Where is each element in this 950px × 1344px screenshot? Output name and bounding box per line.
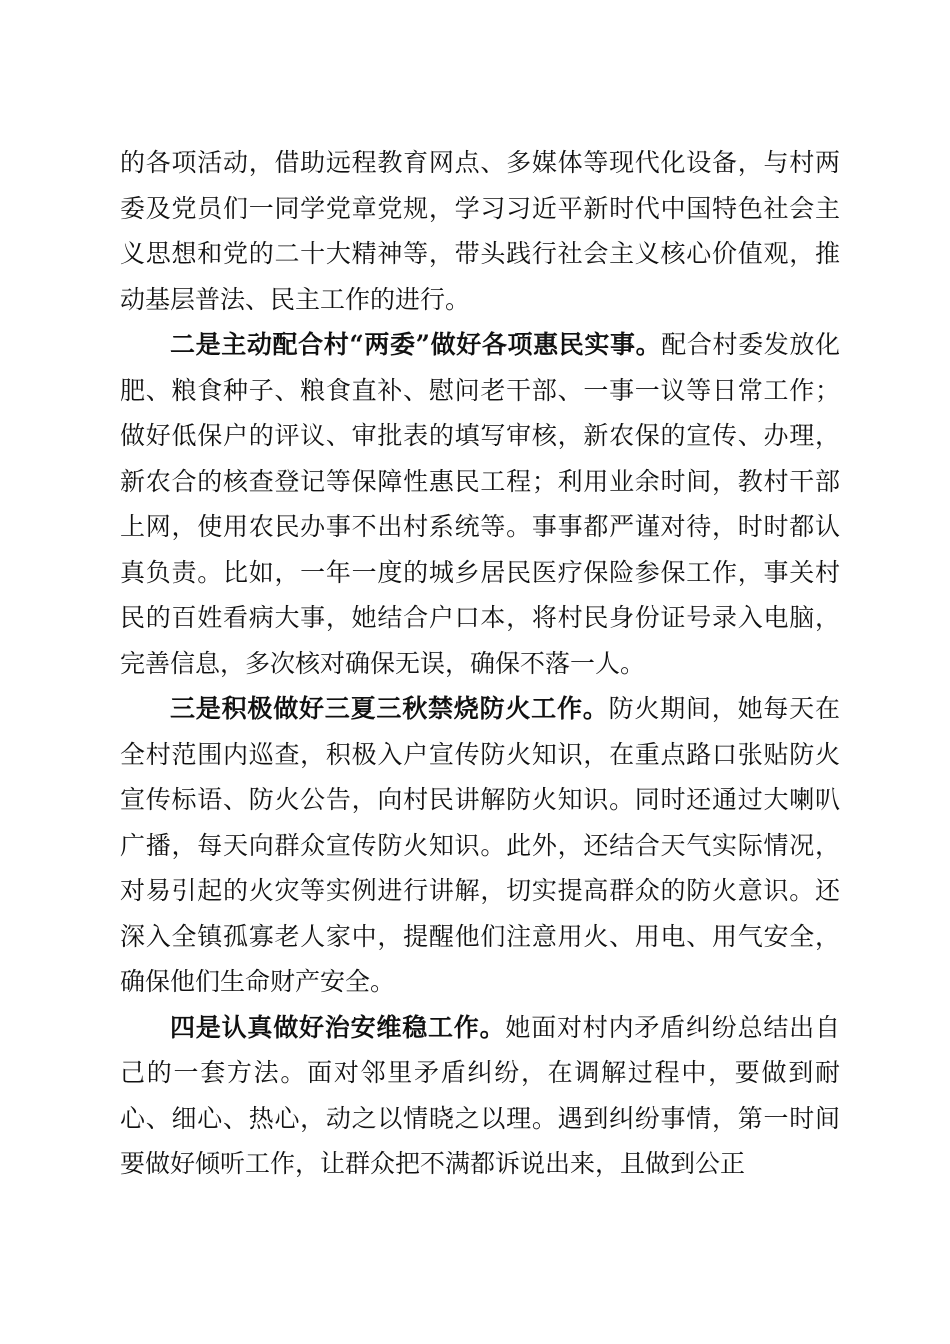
paragraph-activities-continued [120,140,840,322]
paragraph-fire-prevention [120,686,840,1005]
paragraph-text: 的各项活动，借助远程教育网点、多媒体等现代化设备，与村两委及党员们一同学党章党规，学习习近平新时代中国特色社会主义思想和党的二十大精神等，带头践行社会主义核心价值观，推动基层普法、民主工作的进行。 [120,148,840,314]
paragraph-livelihood-projects [120,322,840,686]
paragraph-public-security [120,1005,840,1187]
paragraph-heading: 四是认真做好治安维稳工作。 [170,1012,506,1042]
paragraph-heading: 二是主动配合村“两委”做好各项惠民实事。 [170,330,662,359]
paragraph-heading: 三是积极做好三夏三秋禁烧防火工作。 [170,694,609,723]
paragraph-text: 配合村委发放化肥、粮食种子、粮食直补、慰问老干部、一事一议等日常工作；做好低保户的评议、审批表的填写审核，新农保的宣传、办理，新农合的核查登记等保障性惠民工程；利用业余时间，教村干部上网，使用农民办事不出村系统等。事事都严谨对待，时时都认真负责。比如，一年一度的城乡居民医疗保险参保工作，事关村民的百姓看病大事，她结合户口本，将村民身份证号录入电脑，完善信息，多次核对确保无误，确保不落一人。 [120,330,840,678]
document-body [120,140,840,1187]
paragraph-text: 防火期间，她每天在全村范围内巡查，积极入户宣传防火知识，在重点路口张贴防火宣传标语、防火公告，向村民讲解防火知识。同时还通过大喇叭广播，每天向群众宣传防火知识。此外，还结合天气实际情况，对易引起的火灾等实例进行讲解，切实提高群众的防火意识。还深入全镇孤寡老人家中，提醒他们注意用火、用电、用气安全，确保他们生命财产安全。 [120,694,840,996]
paragraph-text: 她面对村内矛盾纠纷总结出自己的一套方法。面对邻里矛盾纠纷，在调解过程中，要做到耐心、细心、热心，动之以情晓之以理。遇到纠纷事情，第一时间要做好倾听工作，让群众把不满都诉说出来，且做到公正 [120,1012,840,1178]
